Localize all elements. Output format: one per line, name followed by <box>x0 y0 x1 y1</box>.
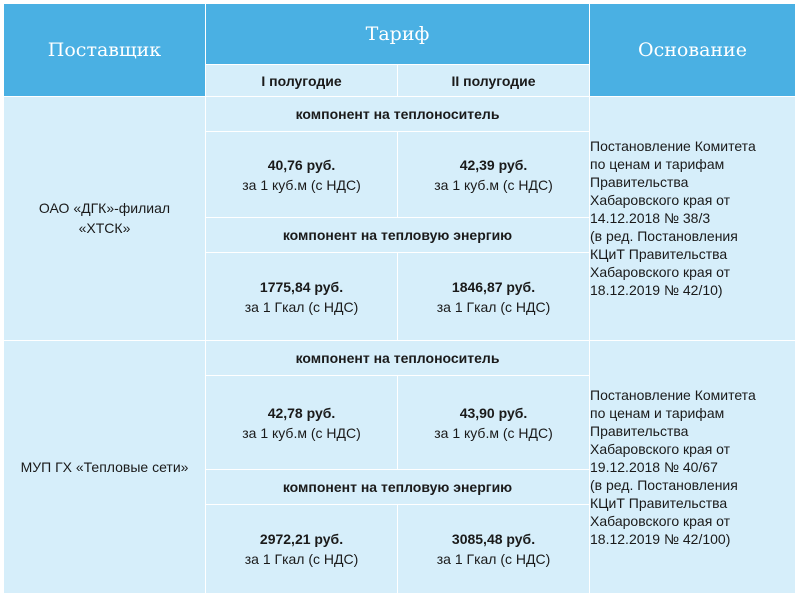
component-coolant-label: компонент на теплоноситель <box>206 97 590 132</box>
basis-line: 14.12.2018 № 38/3 <box>590 210 711 227</box>
price-unit: за 1 куб.м (с НДС) <box>242 176 361 193</box>
price-cell <box>398 505 590 594</box>
price-unit: за 1 куб.м (с НДС) <box>434 176 553 193</box>
basis-line: 19.12.2018 № 40/67 <box>590 458 718 475</box>
header-half-2: II полугодие <box>398 65 590 97</box>
price-unit: за 1 куб.м (с НДС) <box>242 424 361 441</box>
price-cell <box>206 253 398 341</box>
basis-line: 18.12.2019 № 42/10) <box>590 282 723 299</box>
component-energy-label: компонент на тепловую энергию <box>206 218 590 253</box>
basis-line: Постановление Комитета <box>590 386 756 403</box>
supplier-name-line: МУП ГХ «Тепловые сети» <box>20 458 189 475</box>
price-cell <box>206 505 398 594</box>
basis-line: Хабаровского края от <box>590 264 731 281</box>
tariff-table <box>4 4 796 594</box>
price-amount: 1846,87 руб. <box>451 278 536 295</box>
basis-line: по ценам и тарифам <box>590 404 725 421</box>
basis-line: Хабаровского края от <box>590 440 731 457</box>
header-supplier: Поставщик <box>4 4 206 97</box>
basis-line: (в ред. Постановления <box>590 228 738 245</box>
header-tariff: Тариф <box>206 4 590 65</box>
basis-line: Хабаровского края от <box>590 192 731 209</box>
price-unit: за 1 Гкал (с НДС) <box>244 551 359 568</box>
basis-line: Правительства <box>590 422 689 439</box>
price-amount: 3085,48 руб. <box>451 531 536 548</box>
price-cell <box>206 376 398 470</box>
supplier-cell <box>4 341 206 594</box>
basis-cell <box>590 341 796 594</box>
basis-line: КЦиТ Правительства <box>590 494 728 511</box>
price-amount: 42,78 руб. <box>267 404 336 421</box>
basis-cell <box>590 97 796 341</box>
header-half-1: I полугодие <box>206 65 398 97</box>
component-coolant-label: компонент на теплоноситель <box>206 341 590 376</box>
price-amount: 2972,21 руб. <box>259 531 344 548</box>
header-basis: Основание <box>590 4 796 97</box>
price-cell <box>398 132 590 217</box>
price-amount: 43,90 руб. <box>459 404 528 421</box>
price-unit: за 1 Гкал (с НДС) <box>436 551 551 568</box>
supplier-name-line: ОАО «ДГК»-филиал <box>38 200 171 217</box>
price-amount: 42,39 руб. <box>459 156 528 173</box>
basis-line: 18.12.2019 № 42/100) <box>590 530 731 547</box>
supplier-cell <box>4 97 206 341</box>
basis-line: Хабаровского края от <box>590 512 731 529</box>
price-unit: за 1 Гкал (с НДС) <box>244 298 359 315</box>
price-cell <box>206 132 398 217</box>
basis-line: Постановление Комитета <box>590 138 756 155</box>
basis-line: по ценам и тарифам <box>590 156 725 173</box>
price-cell <box>398 376 590 470</box>
supplier-name-line: «ХТСК» <box>78 220 131 237</box>
price-amount: 40,76 руб. <box>267 156 336 173</box>
price-cell <box>398 253 590 341</box>
basis-line: (в ред. Постановления <box>590 476 738 493</box>
price-unit: за 1 куб.м (с НДС) <box>434 424 553 441</box>
basis-line: Правительства <box>590 174 689 191</box>
price-amount: 1775,84 руб. <box>259 278 344 295</box>
price-unit: за 1 Гкал (с НДС) <box>436 298 551 315</box>
component-energy-label: компонент на тепловую энергию <box>206 470 590 505</box>
basis-line: КЦиТ Правительства <box>590 246 728 263</box>
